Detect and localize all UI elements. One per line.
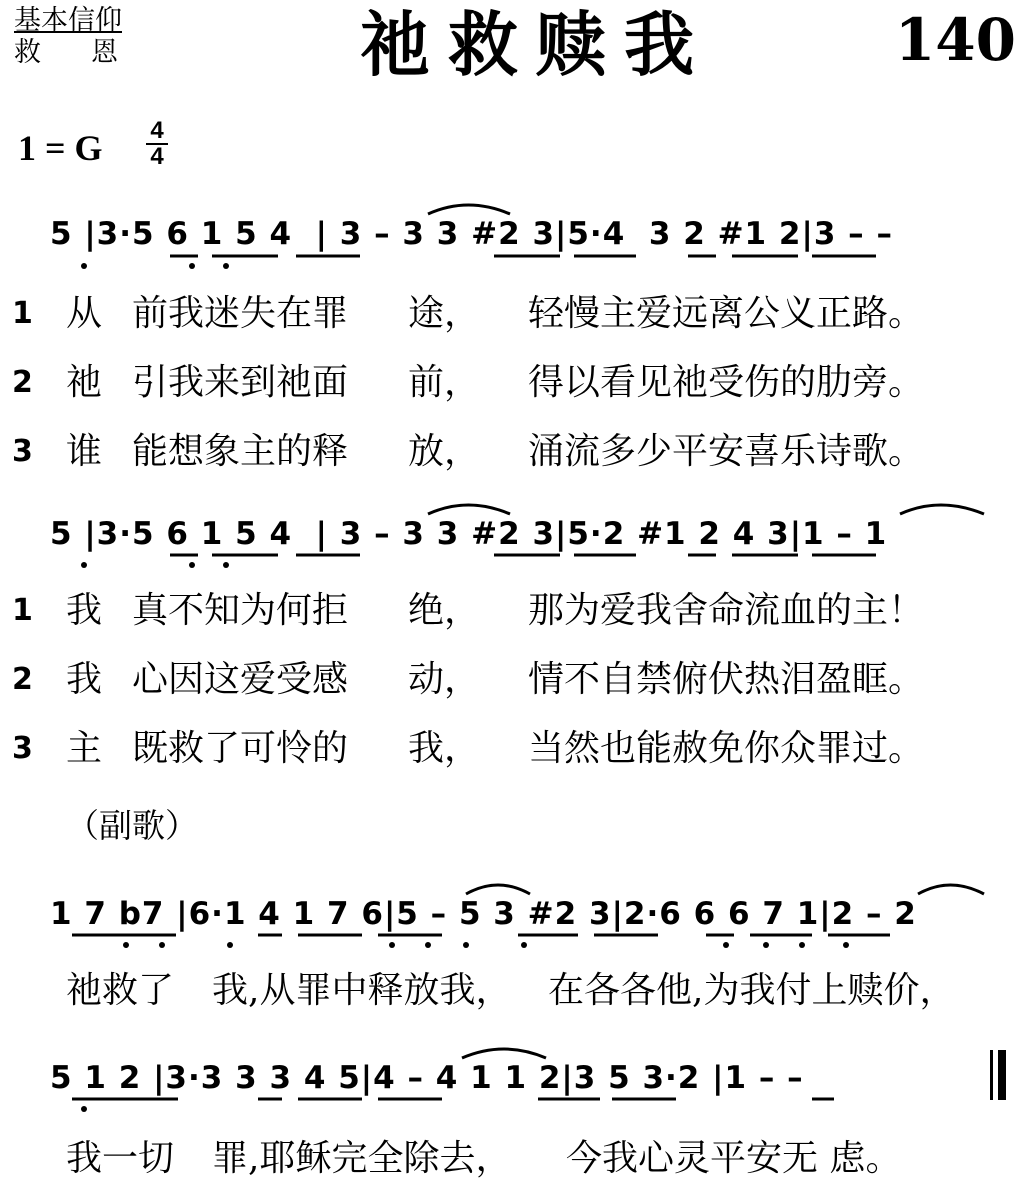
verse-number: 2 [12,662,33,697]
lyric-syllable: 从 [66,293,103,334]
verse-number: 1 [12,296,33,331]
verse-number: 1 [12,593,33,628]
lyric-phrase: 前我迷失在罪 [132,293,349,334]
lyric-syllable: 途， [408,293,481,334]
lyric-phrase: 既救了可怜的 [132,728,349,769]
lyric-syllable: 绝， [408,590,481,631]
chorus-lyric: 祂救了 [66,970,175,1011]
section-label: （副歌） [66,806,198,845]
lyric-syllable: 谁 [66,431,103,472]
verse-number: 2 [12,365,33,400]
chorus-lyric: 我,从罪中释放我， [212,970,512,1011]
lyric-phrase: 涌流多少平安喜乐诗歌。 [528,431,925,472]
lyric-syllable: 主 [66,728,103,769]
lyric-phrase: 当然也能赦免你众罪过。 [528,728,925,769]
notation-line-1: 5 |3·5 6 1 5 4 | 3 – 3 3 #2 3|5·4 3 2 #1 2|3 – – [50,216,893,252]
key-signature: 1 = G [18,128,103,168]
lyric-phrase: 心因这爱受感 [132,659,349,700]
lyric-syllable: 我 [66,590,103,631]
lyric-syllable: 祂 [66,362,103,403]
lyric-syllable: 我 [66,659,103,700]
notation-line-4: 5 1 2 |3·3 3 3 4 5|4 – 4 1 1 2|3 5 3·2 |1 – – [50,1060,804,1096]
lyric-phrase: 引我来到祂面 [132,362,349,403]
chorus-lyric: 我一切 [66,1138,175,1179]
lyric-phrase: 能想象主的释 [132,431,349,472]
lyric-syllable: 我， [408,728,481,769]
lyric-phrase: 得以看见祂受伤的肋旁。 [528,362,925,403]
notation-line-2: 5 |3·5 6 1 5 4 | 3 – 3 3 #2 3|5·2 #1 2 4 3|1 – 1 [50,516,888,552]
chorus-lyric: 在各各他,为我付上赎价， [548,970,956,1011]
lyric-phrase: 情不自禁俯伏热泪盈眶。 [528,659,925,700]
hymn-number: 140 [894,6,1016,74]
hymn-title: 祂救赎我 [360,3,712,86]
lyric-phrase: 那为爱我舍命流血的主！ [528,590,925,631]
lyric-syllable: 放， [408,431,481,472]
verse-number: 3 [12,731,33,766]
chorus-lyric: 罪,耶稣完全除去， [212,1138,512,1179]
time-top: 4 [150,117,164,144]
lyric-syllable: 动， [408,659,481,700]
category-main: 基本信仰 [14,5,122,36]
time-bottom: 4 [150,143,164,170]
chorus-lyric: 今我心灵平安无 虑。 [566,1138,902,1179]
lyric-syllable: 前， [408,362,481,403]
lyric-phrase: 真不知为何拒 [132,590,349,631]
notation-line-3: 1 7 b7 |6·1 4 1 7 6|5 – 5 3 #2 3|2·6 6 6 7 1|2 – 2 [50,896,917,932]
lyric-phrase: 轻慢主爱远离公义正路。 [528,293,925,334]
verse-number: 3 [12,434,33,469]
category-sub: 救恩 [14,37,168,68]
